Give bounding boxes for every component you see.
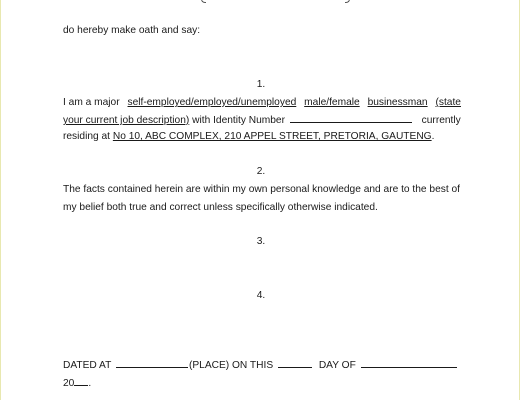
year-period: . [88,378,92,389]
currently-text: currently [421,115,461,126]
year-prefix: 20 [63,378,75,389]
day-of-label: DAY OF [318,360,356,371]
dated-day-blank[interactable] [278,358,312,368]
employment-status-options: self-employed/employed/unemployed [127,97,297,108]
section-2-line-1: The facts contained herein are within my own personal knowledge and are to the best of [63,184,460,195]
section-2-line-2: my belief both true and correct unless specifically otherwise indicated. [63,202,378,213]
dated-at-label: DATED AT [63,360,112,371]
dated-month-blank[interactable] [361,358,457,368]
dated-line [63,358,457,372]
year-blank[interactable] [74,376,88,386]
section-number-2: 2. [256,166,266,177]
section-1-prefix: I am a major [63,97,120,108]
job-description-instruction: your current job description) [63,115,190,126]
occupation-text: businessman [367,97,428,108]
section-1-line-2 [63,113,461,127]
identity-number-blank[interactable] [290,113,412,123]
year-line [63,376,91,390]
residing-label: residing at [63,131,111,142]
section-number-3: 3. [256,236,266,247]
section-number-1: 1. [256,79,266,90]
address-period: . [431,131,435,142]
section-number-4: 4. [256,290,266,301]
left-parenthesis-mark [201,0,206,3]
identity-number-label: with Identity Number [192,115,285,126]
right-parenthesis-mark [345,0,350,3]
clipped-top-parenthesis [1,0,520,3]
dated-place-blank[interactable] [116,358,188,368]
residential-address: No 10, ABC COMPLEX, 210 APPEL STREET, PRETORIA, GAUTENG [112,131,432,142]
gender-options: male/female [304,97,360,108]
section-1-line-1 [63,96,461,109]
state-open-text: (state [435,97,461,108]
section-1-line-3 [63,130,434,143]
place-on-this-label: (PLACE) ON THIS [188,360,274,371]
intro-line: do hereby make oath and say: [63,25,201,36]
